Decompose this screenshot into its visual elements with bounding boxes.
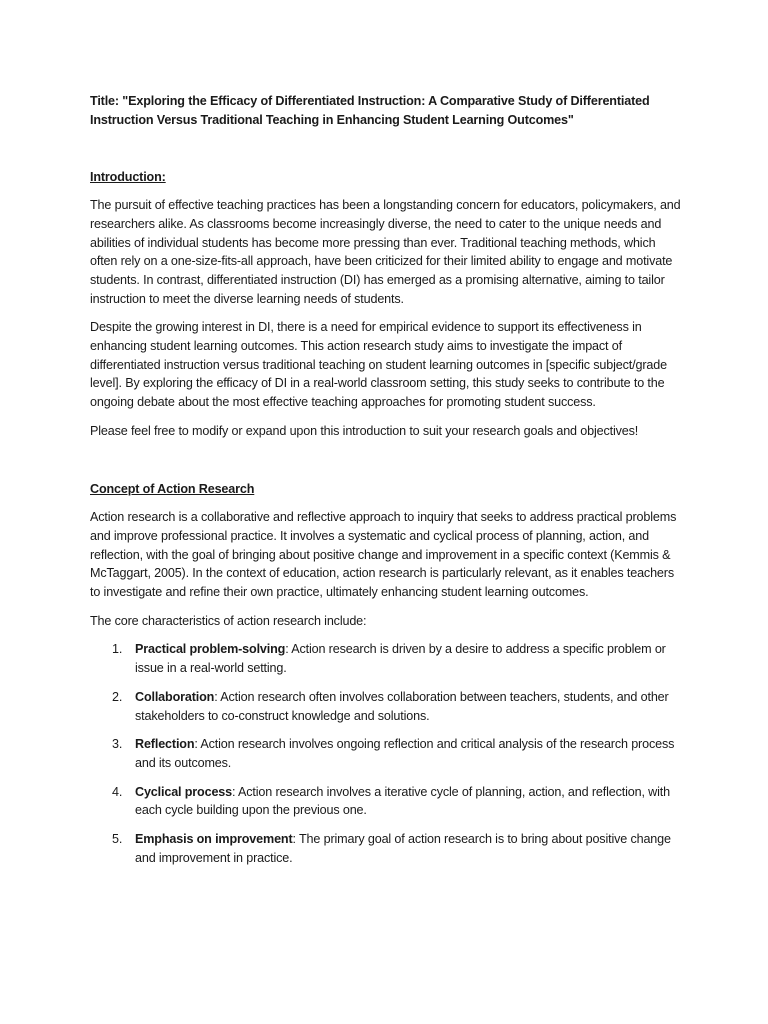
- list-number: 1.: [112, 642, 123, 657]
- list-text: : The primary goal of action research is to bring about positive change and improvement in practice.: [135, 832, 671, 865]
- intro-paragraph-1: The pursuit of effective teaching practices has been a longstanding concern for educators, policymakers, and researchers alike. As classrooms become increasingly diverse, the need to cater to the unique needs and abilities of individual students has become more pressing than ever. Traditional teaching methods, which often rely on a one-size-fits-all approach, have been criticized for their limited ability to engage and motivate students. In contrast, differentiated instruction (DI) has emerged as a promising alternative, aiming to tailor instruction to meet the diverse learning needs of students.: [90, 198, 681, 306]
- concept-paragraph-2: The core characteristics of action research include:: [90, 613, 367, 628]
- list-number: 4.: [112, 784, 123, 799]
- list-text: : Action research often involves collaboration between teachers, students, and other stakeholders to co-construct knowledge and solutions.: [135, 689, 669, 723]
- list-term: Collaboration: [135, 689, 215, 704]
- list-term: Cyclical process: [135, 784, 233, 799]
- concept-heading: Concept of Action Research: [90, 481, 255, 496]
- list-number: 5.: [112, 832, 123, 847]
- concept-paragraph-1: Action research is a collaborative and reflective approach to inquiry that seeks to address practical problems and improve professional practice. It involves a systematic and cyclical process of planning, action, and reflection, with the goal of bringing about positive change and improvement in a specific context (Kemmis & McTaggart, 2005). In the context of education, action research is particularly relevant, as it enables teachers to investigate and refine their own practice, ultimately enhancing student learning outcomes.: [90, 510, 677, 600]
- list-term: Practical problem-solving: [135, 642, 286, 657]
- list-item: [90, 688, 686, 725]
- intro-paragraph-2: Despite the growing interest in DI, there is a need for empirical evidence to support its effectiveness in enhancing student learning outcomes. This action research study aims to investigate the impact of differentiated instruction versus traditional teaching on student learning outcomes in [specific subject/grade level]. By exploring the efficacy of DI in a real-world classroom setting, this study seeks to contribute to the ongoing debate about the most effective teaching approaches for promoting student success.: [90, 320, 667, 410]
- characteristics-list: [90, 640, 686, 867]
- list-text: : Action research involves a iterative cycle of planning, action, and reflection, with each cycle building upon the previous one.: [135, 784, 670, 818]
- list-item: [90, 783, 686, 820]
- document-title: Title: "Exploring the Efficacy of Differentiated Instruction: A Comparative Study of Differentiated Instruction Versus Traditional Teaching in Enhancing Student Learning Outcomes": [90, 94, 650, 127]
- list-item: [90, 830, 686, 867]
- list-text: : Action research involves ongoing reflection and critical analysis of the research process and its outcomes.: [135, 737, 675, 770]
- list-term: Emphasis on improvement: [135, 832, 293, 847]
- list-item: [90, 640, 686, 677]
- intro-paragraph-3: Please feel free to modify or expand upon this introduction to suit your research goals and objectives!: [90, 423, 639, 438]
- document-page: [90, 92, 686, 868]
- list-term: Reflection: [135, 737, 195, 752]
- list-number: 2.: [112, 689, 123, 704]
- list-item: [90, 735, 686, 772]
- list-number: 3.: [112, 737, 123, 752]
- list-text: : Action research is driven by a desire to address a specific problem or issue in a real-world setting.: [135, 642, 666, 676]
- introduction-heading: Introduction:: [90, 170, 166, 185]
